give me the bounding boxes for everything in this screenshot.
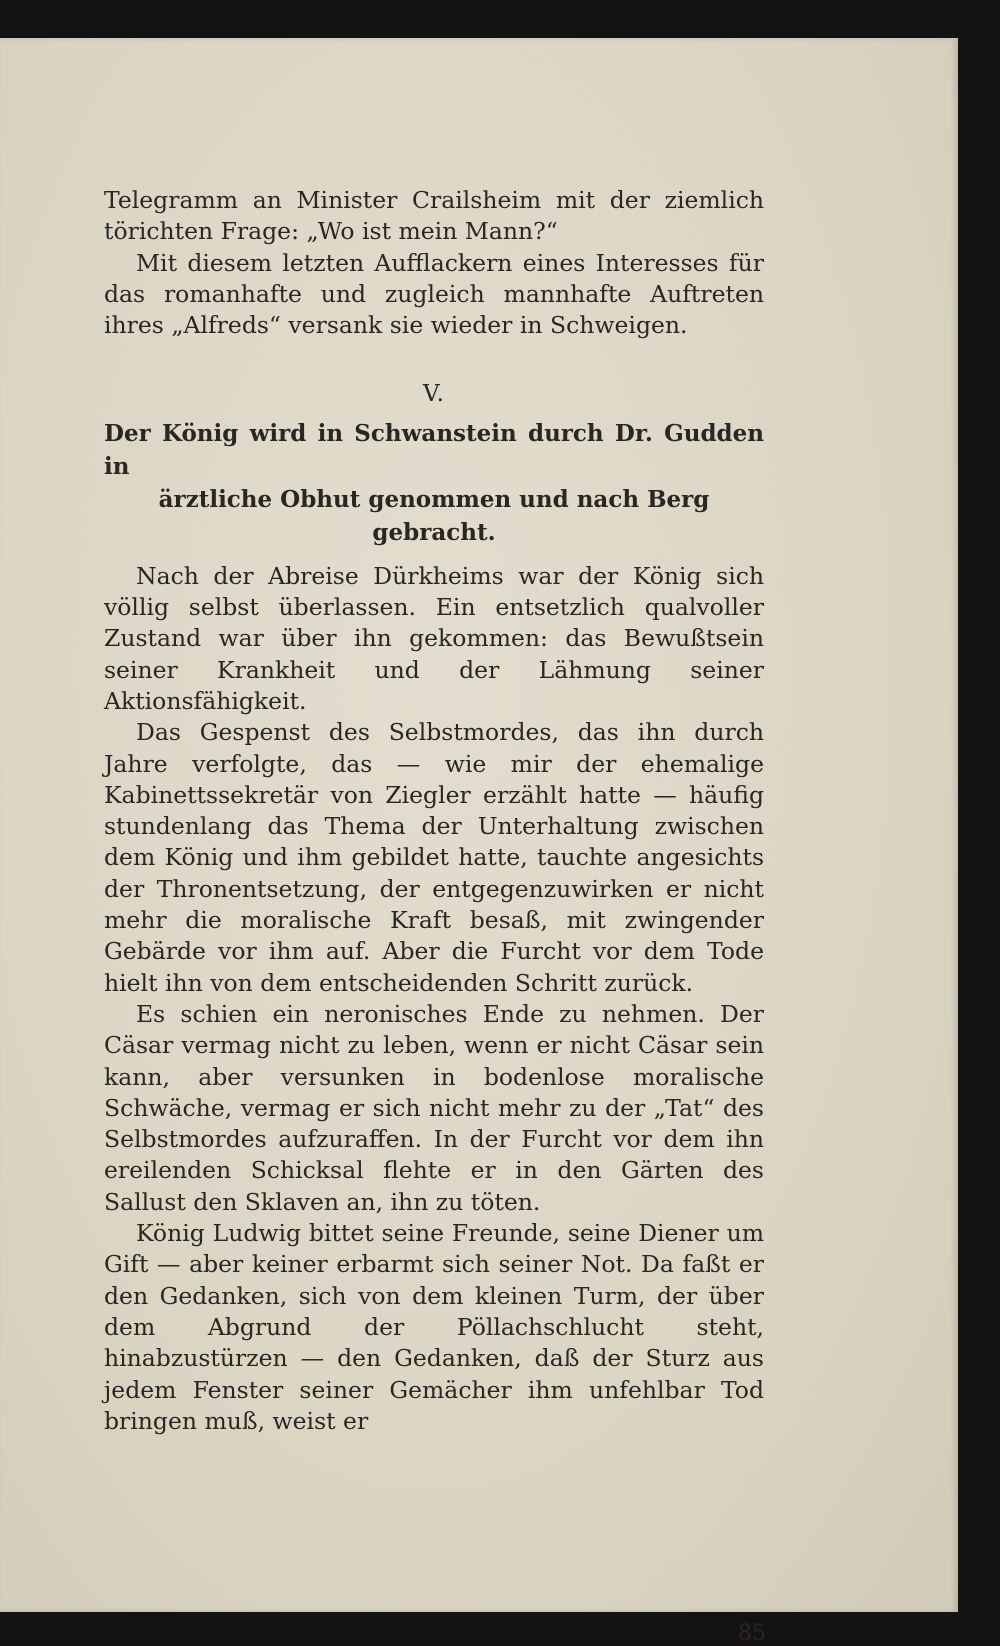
body-paragraph-3: Es schien ein neronisches Ende zu nehmen. Der Cäsar vermag nicht zu leben, wenn er nicht Cäsar sein kann, aber versunken in bodenlose moralische Schwäche, vermag er sich nicht mehr zu der „Tat“ des Selbstmordes aufzuraffen. In der Furcht vor dem ihn ereilenden Schicksal flehte er in den Gärten des Sallust den Sklaven an, ihn zu töten. — [104, 999, 764, 1216]
body-paragraph-2: Das Gespenst des Selbstmordes, das ihn durch Jahre verfolgte, das — wie mir der ehemalige Kabinettssekretär von Ziegler erzählt hatte — häufig stundenlang das Thema der Unterhaltung zwischen dem König und ihm gebildet hatte, tauchte angesichts der Thronentsetzung, der entgegenzuwirken er nicht mehr die moralische Kraft besaß, mit zwingender Gebärde vor ihm auf. Aber die Furcht vor dem Tode hielt ihn von dem entscheidenden Schritt zurück. — [104, 718, 764, 997]
page-number: 85 — [738, 1621, 766, 1646]
body-paragraph-4: König Ludwig bittet seine Freunde, seine Diener um Gift — aber keiner erbarmt sich seiner Not. Da faßt er den Gedanken, sich von dem kleinen Turm, der über dem Abgrund der Pöllachschlucht steht, hinabzustürzen — den Gedanken, daß der Sturz aus jedem Fenster seiner Gemächer ihm unfehlbar Tod bringen muß, weist er — [104, 1219, 764, 1435]
body-paragraph-1: Nach der Abreise Dürkheims war der König sich völlig selbst überlassen. Ein entsetzlich qualvoller Zustand war über ihn gekommen: das Bewußtsein seiner Krankheit und der Lähmung seiner Aktionsfähigkeit. — [104, 561, 764, 715]
chapter-title — [104, 417, 764, 549]
chapter-title-line-2: ärztliche Obhut genommen und nach Berg gebracht. — [158, 485, 710, 546]
page-text — [104, 185, 764, 1437]
chapter-title-line-1: Der König wird in Schwanstein durch Dr. Gudden in — [104, 419, 764, 480]
chapter-number: V. — [423, 381, 445, 408]
intro-paragraph-1: Telegramm an Minister Crailsheim mit der ziemlich törichten Frage: „Wo ist mein Mann?“ — [104, 186, 764, 246]
book-page — [0, 38, 958, 1646]
intro-paragraph-2: Mit diesem letzten Aufflackern eines Interesses für das romanhafte und zugleich mannhafte Auftreten ihres „Alfreds“ versank sie wieder in Schweigen. — [104, 248, 764, 340]
